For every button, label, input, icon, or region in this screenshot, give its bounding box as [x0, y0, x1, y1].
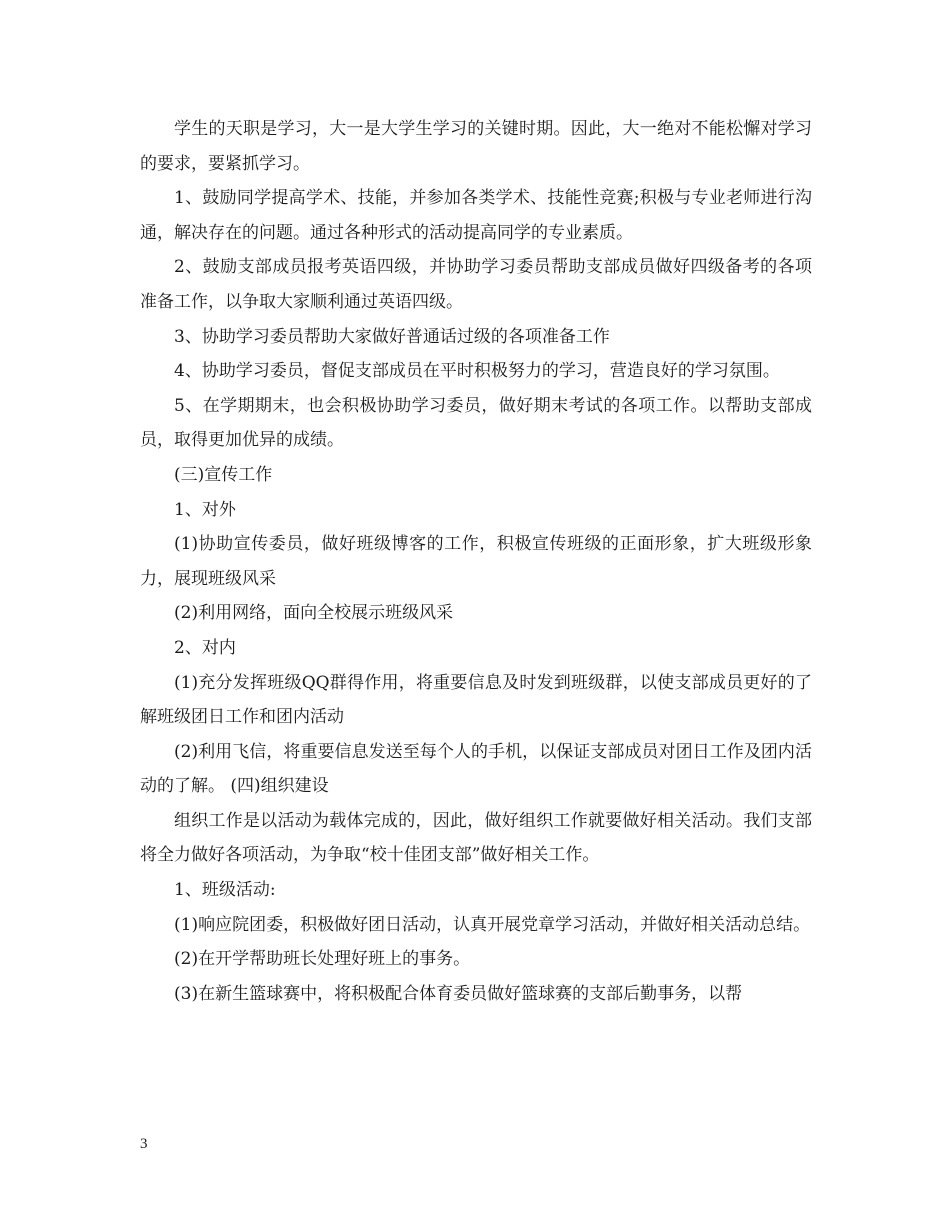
paragraph: 组织工作是以活动为载体完成的，因此，做好组织工作就要做好相关活动。我们支部将全力做好各项活动，为争取“校十佳团支部”做好相关工作。: [140, 810, 812, 866]
paragraph: 1、鼓励同学提高学术、技能，并参加各类学术、技能性竞赛;积极与专业老师进行沟通，解决存在的问题。通过各种形式的活动提高同学的专业素质。: [140, 188, 812, 243]
paragraph: (1)协助宣传委员，做好班级博客的工作，积极宣传班级的正面形象，扩大班级形象力，展现班级风采: [140, 534, 812, 589]
paragraph: 3、协助学习委员帮助大家做好普通话过级的各项准备工作: [174, 326, 610, 347]
subsection-heading: 2、对内: [174, 637, 236, 658]
paragraph: 学生的天职是学习，大一是大学生学习的关键时期。因此，大一绝对不能松懈对学习的要求，要紧抓学习。: [140, 119, 812, 174]
page-number: 3: [140, 1136, 148, 1152]
paragraph: (1)充分发挥班级QQ群得作用，将重要信息及时发到班级群，以使支部成员更好的了解班级团日工作和团内活动: [140, 672, 812, 728]
paragraph: 5、在学期期末，也会积极协助学习委员，做好期末考试的各项工作。以帮助支部成员，取得更加优异的成绩。: [140, 395, 812, 451]
paragraph: (3)在新生篮球赛中，将积极配合体育委员做好篮球赛的支部后勤事务，以帮: [174, 983, 743, 1004]
paragraph: 2、鼓励支部成员报考英语四级，并协助学习委员帮助支部成员做好四级备考的各项准备工作，以争取大家顺利通过英语四级。: [140, 257, 812, 312]
subsection-heading: 1、班级活动:: [174, 880, 276, 901]
paragraph: 4、协助学习委员，督促支部成员在平时积极努力的学习，营造良好的学习氛围。: [174, 361, 780, 382]
paragraph: (2)利用网络，面向全校展示班级风采: [174, 603, 454, 624]
subsection-heading: 1、对外: [174, 499, 236, 520]
paragraph: (2)利用飞信，将重要信息发送至每个人的手机，以保证支部成员对团日工作及团内活动的了解。 (四)组织建设: [140, 741, 812, 797]
document-body: [140, 112, 812, 1011]
paragraph: (2)在开学帮助班长处理好班上的事务。: [174, 949, 471, 970]
section-heading: (三)宣传工作: [174, 464, 273, 485]
paragraph: (1)响应院团委，积极做好团日活动，认真开展党章学习活动，并做好相关活动总结。: [174, 914, 811, 935]
